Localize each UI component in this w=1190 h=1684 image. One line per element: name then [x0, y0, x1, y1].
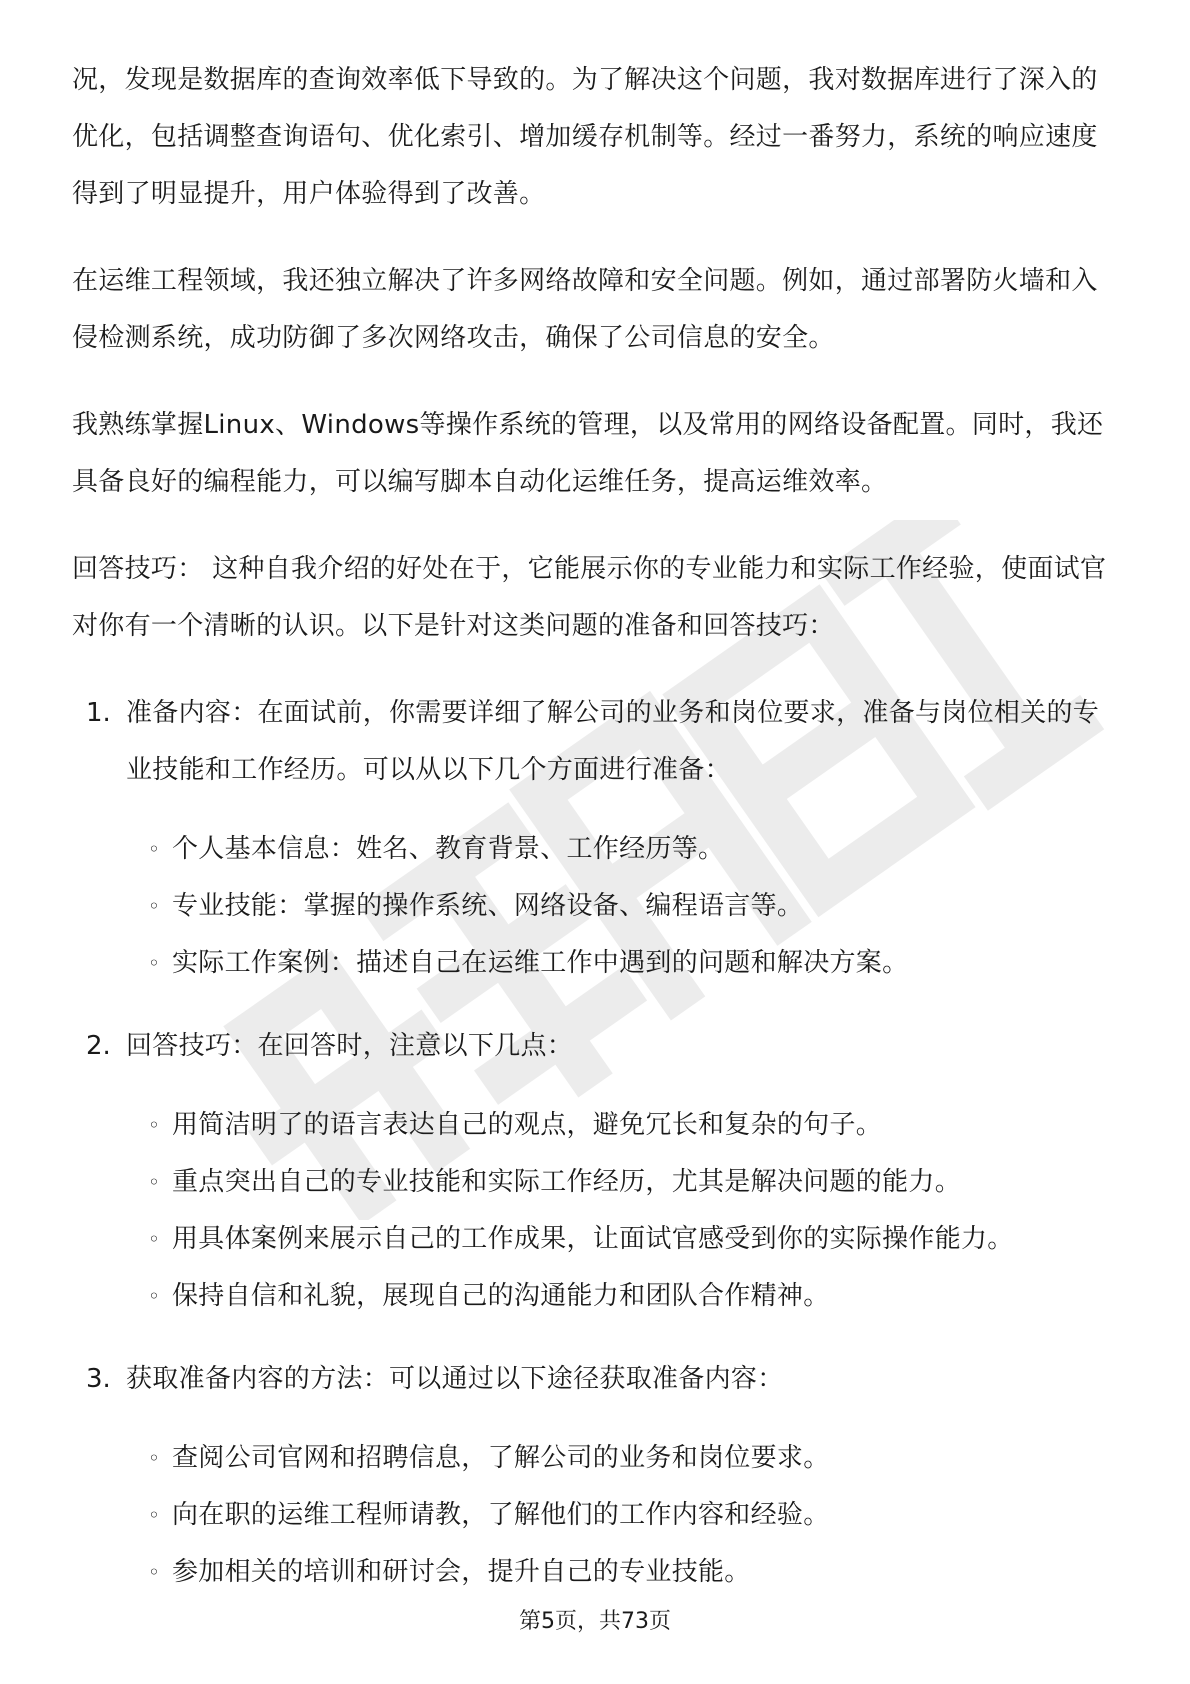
bullet-item: ◦ 参加相关的培训和研讨会，提升自己的专业技能。 [126, 1544, 1122, 1601]
bullet-item: ◦ 重点突出自己的专业技能和实际工作经历，尤其是解决问题的能力。 [126, 1154, 1122, 1211]
list-number: 1. [86, 698, 111, 728]
bullet-item: ◦ 向在职的运维工程师请教，了解他们的工作内容和经验。 [126, 1487, 1122, 1544]
paragraph-os-skills: 我熟练掌握Linux、Windows等操作系统的管理，以及常用的网络设备配置。同时，我还具备良好的编程能力，可以编写脚本自动化运维任务，提高运维效率。 [72, 410, 1104, 497]
bullet-icon: ◦ [148, 1284, 161, 1308]
paragraph-network-security: 在运维工程领域，我还独立解决了许多网络故障和安全问题。例如，通过部署防火墙和入侵检测系统，成功防御了多次网络攻击，确保了公司信息的安全。 [72, 266, 1098, 353]
bullet-icon: ◦ [148, 1170, 161, 1194]
bullet-icon: ◦ [148, 837, 161, 861]
list-number: 3. [86, 1364, 111, 1394]
bullet-item: ◦ 用简洁明了的语言表达自己的观点，避免冗长和复杂的句子。 [126, 1097, 1122, 1154]
list-item-text: 准备内容：在面试前，你需要详细了解公司的业务和岗位要求，准备与岗位相关的专业技能和工作经历。可以从以下几个方面进行准备： [126, 698, 1100, 785]
bullet-icon: ◦ [148, 1560, 161, 1584]
bullet-icon: ◦ [148, 1113, 161, 1137]
list-item-text: 回答技巧：在回答时，注意以下几点： [126, 1031, 574, 1061]
bullet-item: ◦ 实际工作案例：描述自己在运维工作中遇到的问题和解决方案。 [126, 935, 1122, 992]
bullet-icon: ◦ [148, 1227, 161, 1251]
bullet-item: ◦ 用具体案例来展示自己的工作成果，让面试官感受到你的实际操作能力。 [126, 1211, 1122, 1268]
paragraph-answer-tips: 回答技巧： 这种自我介绍的好处在于，它能展示你的专业能力和实际工作经验，使面试官对你有一个清晰的认识。以下是针对这类问题的准备和回答技巧： [72, 554, 1107, 641]
list-item-prepare-content [72, 685, 1122, 992]
bullet-list [126, 1097, 1122, 1325]
bullet-item: ◦ 保持自信和礼貌，展现自己的沟通能力和团队合作精神。 [126, 1268, 1122, 1325]
list-item-sources [72, 1351, 1122, 1601]
bullet-icon: ◦ [148, 1503, 161, 1527]
bullet-icon: ◦ [148, 1446, 161, 1470]
page-footer: 第5页，共73页 [519, 1609, 671, 1634]
bullet-item: ◦ 个人基本信息：姓名、教育背景、工作经历等。 [126, 821, 1122, 878]
list-item-answer-tips [72, 1018, 1122, 1325]
bullet-item: ◦ 专业技能：掌握的操作系统、网络设备、编程语言等。 [126, 878, 1122, 935]
document-page [72, 52, 1122, 1627]
paragraph-db-optimization: 况，发现是数据库的查询效率低下导致的。为了解决这个问题，我对数据库进行了深入的优化，包括调整查询语句、优化索引、增加缓存机制等。经过一番努力，系统的响应速度得到了明显提升，用户体验得到了改善。 [72, 65, 1098, 209]
bullet-icon: ◦ [148, 894, 161, 918]
bullet-icon: ◦ [148, 951, 161, 975]
numbered-list [72, 685, 1122, 1601]
bullet-list [126, 821, 1122, 992]
list-number: 2. [86, 1031, 111, 1061]
bullet-item: ◦ 查阅公司官网和招聘信息，了解公司的业务和岗位要求。 [126, 1430, 1122, 1487]
bullet-list [126, 1430, 1122, 1601]
list-item-text: 获取准备内容的方法：可以通过以下途径获取准备内容： [126, 1364, 784, 1394]
